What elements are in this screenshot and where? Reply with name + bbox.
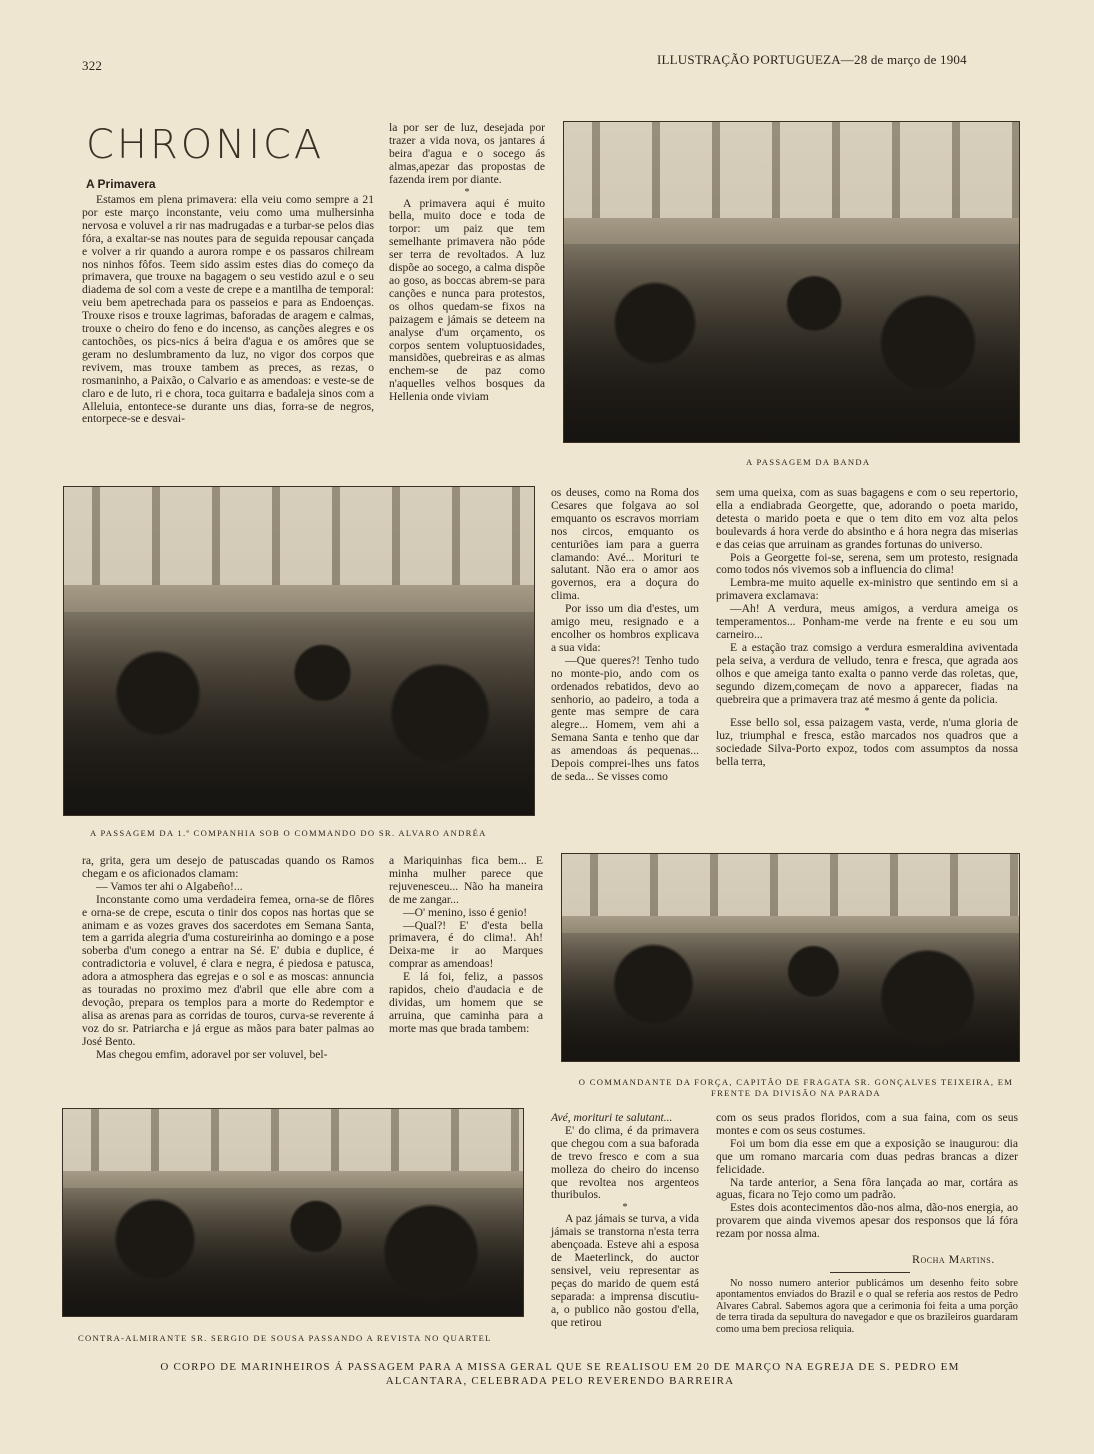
paragraph: Foi um bom dia esse em que a exposição se inaugurou: dia que um romano marcaria com duas pedras brancas a dizer felicidade. xyxy=(716,1136,1018,1176)
caption-photo-admiral: CONTRA-ALMIRANTE SR. SERGIO DE SOUSA PASSANDO A REVISTA NO QUARTEL xyxy=(78,1333,492,1343)
photo-rear-admiral xyxy=(62,1108,524,1317)
paragraph: Estes dois acontecimentos dão-nos alma, dão-nos energia, ao provarem que ainda vivemos apesar dos responsos que lá fóra rezam por nossa alma. xyxy=(716,1201,1018,1241)
editorial-note xyxy=(716,1278,1018,1348)
paragraph: Lembra-me muito aquelle ex-ministro que sentindo em si a primavera exclamava: xyxy=(716,576,1018,603)
text-column-4-mid xyxy=(716,487,1018,839)
paragraph: —Qual?! E' d'esta bella primavera, é do clima!. Ah! Deixa-me ir ao Marques comprar as amendoas! xyxy=(389,918,543,971)
paragraph: A paz jámais se turva, a vida jámais se transtorna n'esta terra abençoada. Esteve ahi a esposa de Maeterlinck, do auctor sensivel, veiu representar as peças do marido de quem está separada: a imprensa discutiu-a, o publico não gostou d'ella, que retirou xyxy=(551,1212,699,1329)
section-separator: * xyxy=(864,706,870,718)
paragraph: Mas chegou emfim, adoravel por ser voluvel, bel- xyxy=(96,1047,328,1061)
paragraph: os deuses, como na Roma dos Cesares que folgava ao sol emquanto os escravos morriam nos circos, emquanto os centuriões iam para a guerra clamando: Avé... Morituri te salutant. Não era o amor aos governos, era a doçura do clima. xyxy=(551,486,699,603)
paragraph: — Vamos ter ahi o Algabeño!... xyxy=(96,879,243,893)
paragraph: Inconstante como uma verdadeira femea, orna-se de flôres e orna-se de crepe, escuta o tinir dos copos nas hortas que se animam e as vozes graves dos sacerdotes em Semana Santa, tem a garrida alegria d'uma costureirinha ao domingo e a pose soberba d'um conego a entrar na Sé. E' dubia e duplice, é contradictoria e voluvel, é clara e negra, é piedosa e patusca, adora a atmosphera das egrejas e o sol e as moscas: annuncia as touradas no proximo mez d'abril que elle abre com a devoção, prepara os templos para a morte do Redemptor e alisa as arenas para as corridas de touros, curva-se reverente á voz do sr. Patriarcha e já ergue as mãos para bater palmas ao José Bento. xyxy=(82,892,374,1048)
paragraph: E' do clima, é da primavera que chegou com a sua baforada de trevo fresco e com a sua molleza do cheiro do incenso que revoltea nos argenteos thuribulos. xyxy=(551,1123,699,1202)
paragraph: Avé, morituri te salutant... xyxy=(551,1111,673,1124)
text-column-2-bottom xyxy=(389,855,543,1065)
paragraph: ra, grita, gera um desejo de patuscadas quando os Ramos chegam e os aficionados clamam: xyxy=(82,854,374,880)
paragraph: E a estação traz comsigo a verdura esmeraldina aviventada pela seiva, a verdura de velludo, tenra e fresca, que agrada aos olhos e que ameiga tanto exalta o panno verde das roletas, que, segundo dizem,começam de novo a apparecer, fiadas na quebreira que a primavera traz até mesmo á gente da policia. xyxy=(716,640,1018,706)
paragraph: —Ah! A verdura, meus amigos, a verdura ameiga os temperamentos... Ponham-me verde na frente e eu sou um carneiro... xyxy=(716,602,1018,641)
page-number: 322 xyxy=(82,58,103,73)
paragraph: Pois a Georgette foi-se, serena, sem um protesto, resignada como todos nós vivemos sob a influencia do clima! xyxy=(716,550,1018,577)
footer-caption: O CORPO DE MARINHEIROS Á PASSAGEM PARA A MISSA GERAL QUE SE REALISOU EM 20 DE MARÇO NA EGREJA DE S. PEDRO EM ALCANTARA, CELEBRADA PELO REVERENDO BARREIRA xyxy=(160,1361,960,1387)
paragraph: sem uma queixa, com as suas bagagens e com o seu repertorio, ella a endiabrada Georgette, que, adorando o poeta marido, detesta o marido poeta e que o tem dito em voz alta pelos boulevards á hora verde do absintho e á hora negra das miserias e das ceias que arruinam as grandes fortunas do universo. xyxy=(716,486,1018,551)
caption-photo-company: A PASSAGEM DA 1.ª COMPANHIA SOB O COMMANDO DO SR. ALVARO ANDRÉA xyxy=(90,828,487,838)
photo-commander xyxy=(561,853,1020,1062)
paragraph: Por isso um dia d'estes, um amigo meu, resignado e a encolher os hombros explicava a sua vida: xyxy=(551,602,699,654)
text-column-3-bottom xyxy=(551,1112,699,1348)
paragraph: No nosso numero anterior publicámos um desenho feito sobre apontamentos enviados do Brazil e o qual se referia aos restos de Pedro Alvares Cabral. Sabemos agora que a cerimonia foi feita a uma porção de terra tirada da sepultura do navegador e que os brazileiros guardaram como uma bem preciosa reliquia. xyxy=(716,1278,1018,1335)
publication-header: ILLUSTRAÇÃO PORTUGUEZA—28 de março de 1904 xyxy=(657,52,967,67)
photo-band-passing xyxy=(563,121,1020,443)
text-column-1-bottom xyxy=(82,854,374,1061)
paragraph: E lá foi, feliz, a passos rapidos, cheio d'audacia e de dividas, um homem que se arruina, que caminha para a morte mas que brada tambem: xyxy=(389,970,543,1035)
paragraph: —Que queres?! Tenho tudo no monte-pio, ando com os ordenados rebatidos, devo ao senhorio, ao padeiro, a toda a gente mas sempre de cara alegre... Homem, vem ahi a Semana Santa e tenho que dar as amendoas ás pequenas... Depois comprei-lhes uns fatos de seda... Se visses como xyxy=(551,653,699,783)
caption-photo-commander: O COMMANDANTE DA FORÇA, CAPITÃO DE FRAGATA SR. GONÇALVES TEIXEIRA, EM FRENTE DA DIVISÃO NA PARADA xyxy=(578,1077,1014,1098)
article-subtitle: A Primavera xyxy=(86,177,156,191)
section-separator: * xyxy=(464,186,470,198)
paragraph: Estamos em plena primavera: ella veiu como sempre a 21 por este março inconstante, veiu como uma mulhersinha nervosa e voluvel a rir nas madrugadas e a turbar-se pelos dias fóra, a exaltar-se nas noutes para de seguida repousar cançada e volver a rir quando a aurora rompe e os passaros chilream nos ninhos fôfos. Teem sido assim estes dias do começo da primavera, que trouxe na bagagem o seu vestido azul e o seu diadema de sol com a veste de crepe e a mantilha de temporal: veiu bem apetrechada para os passeios e para as Endoenças. Trouxe risos e trouxe lagrimas, baforadas de aragem e calmas, trouxe o cheiro do feno e do incenso, as canções alegres e os cantochões, os pics-nics á beira d'agua e os amôres que se geram no deslumbramento da luz, no vigor dos corpos que revivem, mas trouxe tambem as preces, as rezas, o rosmaninho, a Paixão, o Calvario e as amendoas: e veste-se de claro e de luto, ri e chora, toca guitarra e badaleja sinos com a Alleluia, entontece-se durante uns dias, forra-se de negros, entorpece-se e desvai- xyxy=(82,193,374,426)
paragraph: A primavera aqui é muito bella, muito doce e toda de torpor: um paiz que tem semelhante primavera não póde ser terra de revoltados. A luz dispõe ao socego, a calma dispõe ao goso, as boccas abrem-se para canções e nunca para protestos, os olhos quedam-se fixos na paizagem e jámais se deteem na analyse d'um orçamento, os corpos sentem voluptuosidades, mansidões, quebreiras e as almas enchem-se de paz como n'aquelles velhos bosques da Hellenia onde viviam xyxy=(389,196,545,404)
text-column-1-top xyxy=(82,194,374,472)
photo-first-company xyxy=(63,486,535,816)
paragraph: Na tarde anterior, a Sena fôra lançada ao mar, cortára as aguas, ficara no Tejo como um padrão. xyxy=(716,1175,1018,1202)
paragraph: la por ser de luz, desejada por trazer a vida nova, os jantares á beira d'agua e o socego ás almas,apezar das propostas de fazenda irem por diante. xyxy=(389,121,545,186)
paragraph: com os seus prados floridos, com a sua faina, com os seus montes e com os seus costumes. xyxy=(716,1111,1018,1137)
paragraph: Esse bello sol, essa paizagem vasta, verde, n'uma gloria de luz, triumphal e fresca, estão marcados nos quadros que a sociedade Silva-Porto expoz, todos com assumptos da nossa bella terra, xyxy=(716,716,1018,769)
caption-photo-band: A PASSAGEM DA BANDA xyxy=(746,457,871,467)
section-separator: * xyxy=(622,1202,628,1214)
paragraph: —O' menino, isso é genio! xyxy=(403,905,528,919)
text-column-3-mid xyxy=(551,487,699,839)
article-title: CHRONICA xyxy=(86,122,325,168)
author-signature: Rocha Martins. xyxy=(912,1252,995,1266)
paragraph: a Mariquinhas fica bem... E minha mulher parece que rejuvenesceu... Não ha maneira de me zangar... xyxy=(389,854,543,906)
note-divider xyxy=(830,1272,910,1273)
text-column-4-bottom xyxy=(716,1112,1018,1242)
text-column-2-top xyxy=(389,122,545,472)
